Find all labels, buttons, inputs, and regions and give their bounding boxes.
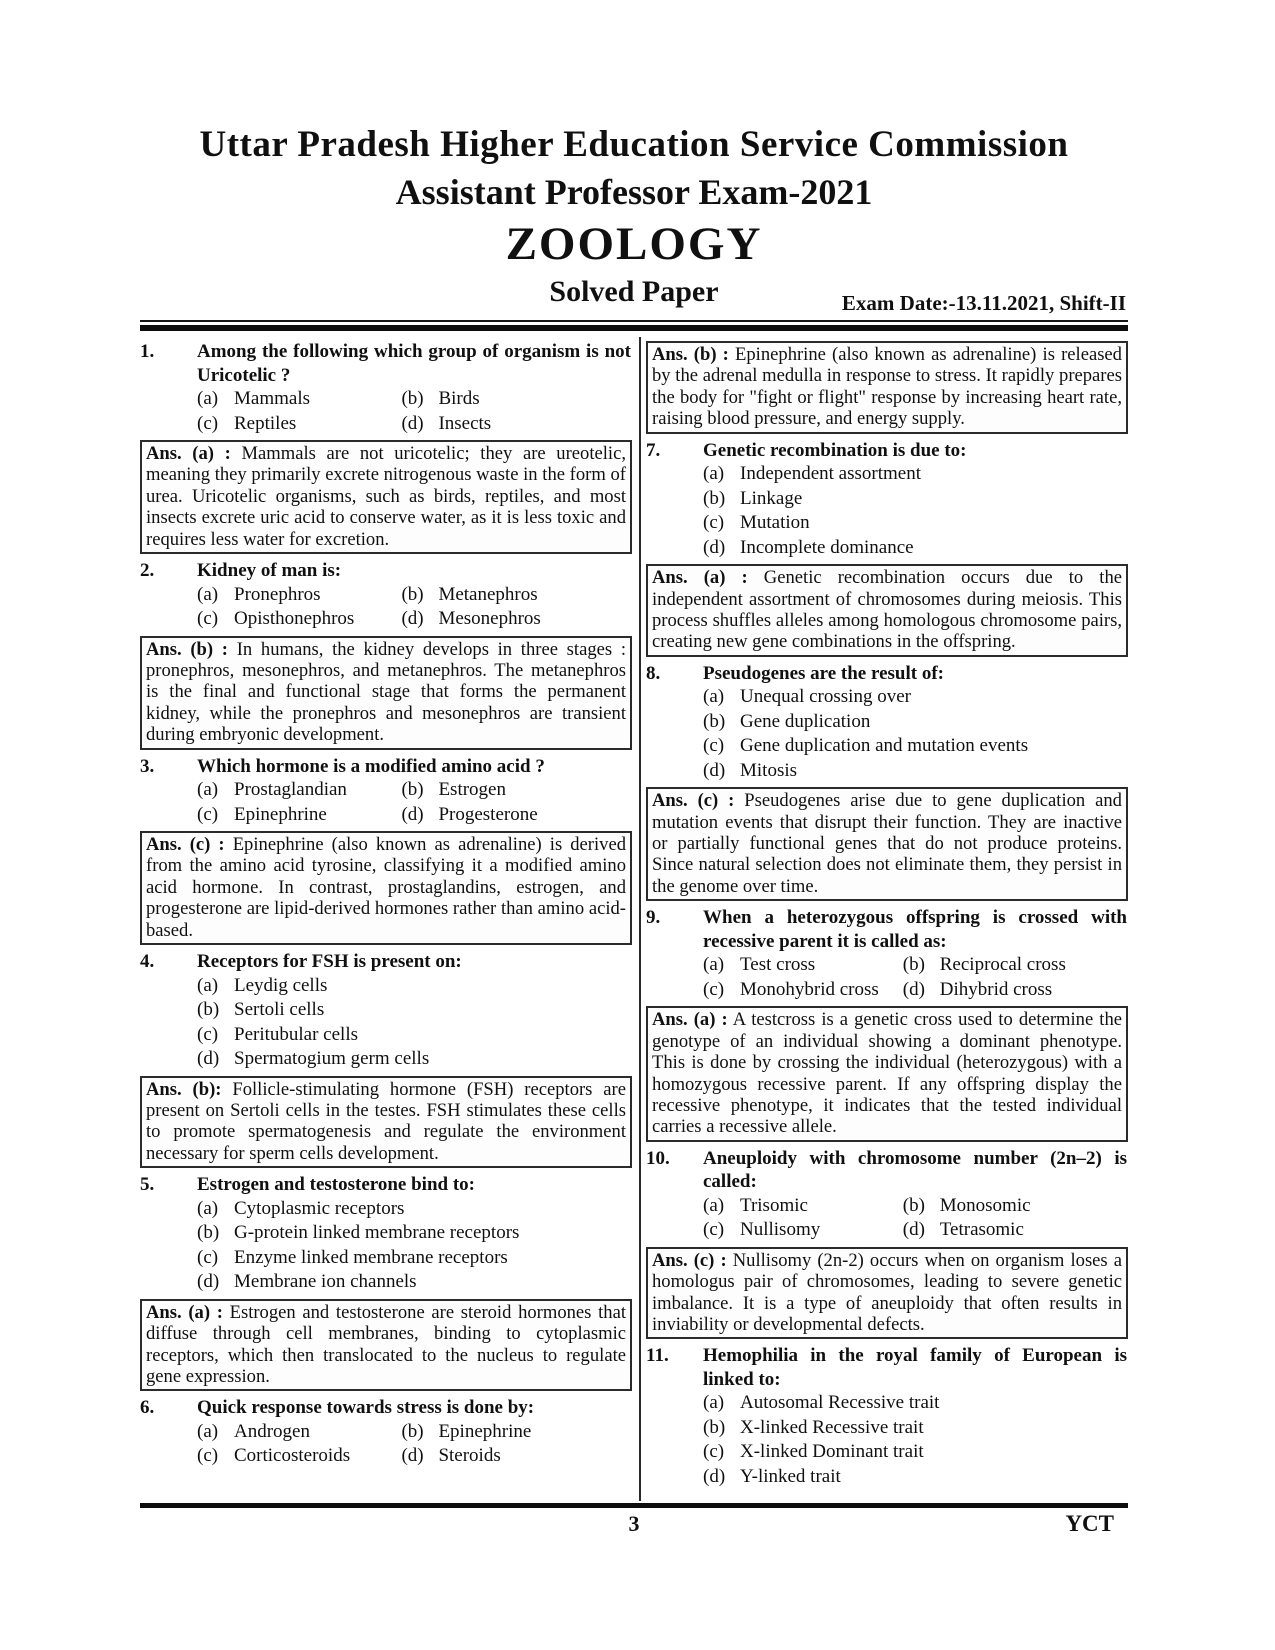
question-heading	[140, 755, 632, 779]
option-text: Pronephros	[234, 583, 321, 605]
option-text: Independent assortment	[740, 463, 921, 485]
answer-box	[646, 787, 1128, 901]
option-letter: (c)	[197, 1445, 219, 1467]
option-letter: (a)	[197, 779, 219, 801]
option-letter: (b)	[401, 779, 424, 801]
answer-box	[646, 564, 1128, 657]
answer-prefix: Ans. (a) :	[652, 567, 748, 589]
option-letter: (a)	[703, 1194, 725, 1216]
option	[703, 1440, 1128, 1465]
question-number: 4.	[140, 951, 155, 973]
options-group	[703, 1391, 1128, 1489]
option	[903, 1194, 1128, 1219]
option	[197, 1444, 401, 1469]
answer-prefix: Ans. (a) :	[146, 443, 231, 464]
option	[703, 953, 903, 978]
option-text: Spermatogium germ cells	[234, 1048, 430, 1070]
option-text: Birds	[438, 388, 480, 409]
option-letter: (a)	[197, 974, 219, 996]
option	[703, 1218, 903, 1243]
option-letter: (d)	[401, 803, 424, 825]
answer-prefix: Ans. (b) :	[146, 638, 228, 660]
option	[703, 1391, 1128, 1416]
option-letter: (b)	[401, 388, 424, 409]
question-heading	[140, 340, 632, 387]
answer-text: Follicle-stimulating hormone (FSH) receptors are present on Sertoli cells in the testes. FSH stimulates these cells to promote spermatogenesis and regulate the environment necessary for sperm cells development.	[146, 1078, 626, 1164]
option	[703, 462, 1128, 487]
option-letter: (c)	[703, 735, 725, 757]
question-heading	[646, 439, 1128, 463]
option-letter: (b)	[197, 999, 220, 1021]
question-text: When a heterozygous offspring is crossed with recessive parent it is called as:	[703, 907, 1127, 952]
option-letter: (b)	[197, 1222, 220, 1244]
option-letter: (a)	[703, 954, 725, 976]
option	[197, 974, 632, 999]
page-number: 3	[628, 1511, 640, 1536]
question-block	[646, 1344, 1128, 1489]
option	[903, 953, 1128, 978]
option-text: Test cross	[740, 954, 816, 976]
question-heading	[140, 1173, 632, 1197]
option-text: Mammals	[234, 388, 310, 409]
option	[197, 1197, 632, 1222]
option	[197, 1047, 632, 1072]
header-rule-thick	[140, 325, 1128, 331]
option-letter: (d)	[401, 1445, 424, 1467]
option	[401, 387, 632, 412]
answer-text: Estrogen and testosterone are steroid hormones that diffuse through cell membranes, binding to cytoplasmic receptors, which then translocated to the nucleus to regulate gene expression.	[146, 1301, 626, 1387]
option-letter: (d)	[703, 536, 726, 558]
question-heading	[646, 1147, 1128, 1194]
options-group	[197, 583, 632, 632]
answer-text: Pseudogenes arise due to gene duplication and mutation events that disrupt their function. They are inactive or partially functional genes that do not produce proteins. Since natural selection does not eliminate them, they persist in the genome over time.	[652, 790, 1122, 897]
question-heading	[140, 1396, 632, 1420]
option-letter: (d)	[902, 978, 925, 1000]
option-text: Prostaglandian	[234, 779, 347, 801]
right-column	[646, 337, 1128, 1501]
question-number: 6.	[140, 1397, 155, 1419]
option-text: Gene duplication and mutation events	[740, 735, 1029, 757]
column-divider	[639, 337, 641, 1501]
option-letter: (b)	[703, 487, 726, 509]
option-letter: (a)	[703, 463, 725, 485]
option-text: Gene duplication	[740, 710, 871, 732]
options-group	[197, 387, 632, 436]
option-letter: (c)	[197, 803, 219, 825]
option	[401, 583, 632, 608]
left-column	[140, 337, 632, 1501]
option-letter: (c)	[197, 1023, 219, 1045]
answer-box	[140, 636, 632, 750]
question-heading	[140, 559, 632, 583]
answer-box	[140, 440, 632, 554]
options-group	[703, 685, 1128, 783]
exam-date-label: Exam Date:-13.11.2021, Shift-II	[841, 291, 1126, 315]
option-letter: (d)	[401, 412, 424, 434]
question-text: Kidney of man is:	[197, 560, 342, 582]
question-text: Among the following which group of organism is not Uricotelic ?	[197, 341, 631, 386]
answer-text: A testcross is a genetic cross used to determine the genotype of an individual showing a dominant phenotype. This is done by crossing the individual (heterozygous) with a homozygous recessive parent. If any offspring display the recessive phenotype, it indicates that the tested individual carries a recessive allele.	[652, 1009, 1123, 1138]
option-text: Incomplete dominance	[740, 536, 914, 558]
option-text: Dihybrid cross	[939, 978, 1053, 1000]
option	[197, 1023, 632, 1048]
option-text: Epinephrine	[438, 1420, 532, 1442]
option	[703, 1194, 903, 1219]
option	[197, 1420, 401, 1445]
answer-box	[140, 1076, 632, 1169]
answer-box	[646, 1006, 1128, 1141]
exam-title: Assistant Professor Exam-2021	[395, 172, 873, 212]
option-letter: (d)	[401, 608, 424, 630]
paper-type-row	[140, 272, 1128, 314]
option-text: Unequal crossing over	[740, 686, 911, 708]
answer-text: In humans, the kidney develops in three stages : pronephros, mesonephros, and metanephros. The metanephros is the final and functional stage that forms the permanent kidney, while the pronephros and mesonephros are transient during embryonic development.	[146, 638, 626, 746]
option	[703, 710, 1128, 735]
question-block	[646, 1147, 1128, 1243]
option-text: Cytoplasmic receptors	[234, 1197, 405, 1219]
option-letter: (a)	[197, 583, 219, 605]
question-text: Quick response towards stress is done by:	[197, 1397, 535, 1419]
answer-prefix: Ans. (b) :	[652, 344, 729, 365]
question-heading	[646, 662, 1128, 686]
answer-box	[140, 831, 632, 945]
option	[197, 607, 401, 632]
option-letter: (b)	[703, 710, 726, 732]
option	[703, 1465, 1128, 1490]
options-group	[197, 1197, 632, 1295]
option	[703, 1416, 1128, 1441]
question-block	[646, 906, 1128, 1002]
option-text: X-linked Recessive trait	[740, 1416, 924, 1438]
option-text: Peritubular cells	[234, 1023, 358, 1045]
option	[703, 511, 1128, 536]
option-text: Tetrasomic	[939, 1219, 1024, 1241]
option-letter: (d)	[197, 1048, 220, 1070]
answer-box	[140, 1299, 632, 1392]
option-text: Sertoli cells	[234, 999, 325, 1021]
question-number: 11.	[646, 1345, 669, 1367]
option-text: Mesonephros	[438, 608, 541, 630]
options-group	[703, 1194, 1128, 1243]
question-text: Which hormone is a modified amino acid ?	[197, 755, 545, 777]
question-number: 1.	[140, 341, 155, 362]
answer-prefix: Ans. (c) :	[652, 1249, 727, 1271]
question-text: Receptors for FSH is present on:	[197, 951, 462, 973]
option-text: Epinephrine	[234, 803, 327, 825]
option-text: Opisthonephros	[234, 608, 355, 630]
question-block	[140, 755, 632, 828]
two-column-body	[140, 337, 1128, 1501]
answer-box	[646, 1247, 1128, 1340]
option-letter: (a)	[197, 1197, 219, 1219]
question-block	[140, 340, 632, 436]
header-rule-thin	[140, 320, 1128, 322]
option	[197, 778, 401, 803]
option-text: Autosomal Recessive trait	[740, 1392, 940, 1414]
option-letter: (d)	[902, 1219, 925, 1241]
question-heading	[646, 906, 1128, 953]
question-heading	[140, 950, 632, 974]
question-text: Pseudogenes are the result of:	[703, 662, 944, 684]
question-number: 10.	[646, 1147, 670, 1169]
question-number: 3.	[140, 755, 155, 777]
answer-text: Genetic recombination occurs due to the independent assortment of chromosomes during meiosis. This process shuffles alleles among homologous chromosome pairs, creating new gene combinations in the offspring.	[652, 567, 1122, 653]
option-text: X-linked Dominant trait	[740, 1441, 924, 1463]
option-letter: (c)	[703, 1219, 725, 1241]
answer-text: Epinephrine (also known as adrenaline) is released by the adrenal medulla in response to stress. It rapidly prepares the body for "fight or flight" response by increasing heart rate, raising blood pressure, and energy supply.	[652, 344, 1122, 430]
option-text: Mutation	[740, 512, 810, 534]
option	[703, 536, 1128, 561]
option	[703, 759, 1128, 784]
question-text: Estrogen and testosterone bind to:	[197, 1174, 475, 1196]
option	[197, 1270, 632, 1295]
option	[903, 1218, 1128, 1243]
option	[903, 978, 1128, 1003]
option-letter: (b)	[401, 1420, 424, 1442]
option-text: Reciprocal cross	[939, 954, 1066, 976]
paper-header	[140, 122, 1128, 331]
question-text: Aneuploidy with chromosome number (2n–2) is called:	[703, 1147, 1127, 1193]
question-number: 8.	[646, 662, 661, 684]
option	[703, 685, 1128, 710]
option-text: Androgen	[234, 1420, 310, 1442]
option-text: Monosomic	[939, 1194, 1031, 1216]
option	[401, 412, 632, 437]
option	[401, 778, 632, 803]
option-text: Membrane ion channels	[234, 1271, 417, 1293]
question-block	[140, 1173, 632, 1295]
option	[197, 387, 401, 412]
question-text: Hemophilia in the royal family of European is linked to:	[703, 1345, 1127, 1390]
option	[703, 734, 1128, 759]
answer-prefix: Ans. (c) :	[652, 790, 735, 812]
option-text: Monohybrid cross	[740, 978, 879, 1000]
option	[197, 1221, 632, 1246]
publisher-mark: YCT	[1065, 1511, 1114, 1536]
option-text: Mitosis	[740, 759, 798, 781]
question-number: 5.	[140, 1174, 155, 1196]
option	[401, 1444, 632, 1469]
question-block	[140, 950, 632, 1072]
option-text: G-protein linked membrane receptors	[234, 1222, 520, 1244]
option-letter: (a)	[197, 1420, 219, 1442]
option-letter: (b)	[902, 954, 925, 976]
option-text: Progesterone	[438, 803, 538, 825]
option-letter: (d)	[703, 759, 726, 781]
option-letter: (b)	[401, 583, 424, 605]
option-text: Estrogen	[438, 779, 506, 801]
question-heading	[646, 1344, 1128, 1391]
option-text: Trisomic	[740, 1194, 808, 1216]
options-group	[197, 1420, 632, 1469]
question-number: 9.	[646, 907, 661, 929]
option-text: Steroids	[438, 1445, 501, 1467]
paper-type-label: Solved Paper	[549, 275, 719, 308]
options-group	[197, 778, 632, 827]
option-letter: (d)	[197, 1271, 220, 1293]
option-letter: (c)	[197, 1246, 219, 1268]
option	[401, 1420, 632, 1445]
option-text: Enzyme linked membrane receptors	[234, 1246, 508, 1268]
question-block	[140, 559, 632, 632]
option	[197, 1246, 632, 1271]
question-block	[646, 662, 1128, 784]
option-text: Corticosteroids	[234, 1445, 351, 1467]
option-text: Reptiles	[234, 412, 297, 434]
answer-prefix: Ans. (b):	[146, 1078, 222, 1100]
option	[703, 487, 1128, 512]
question-text: Genetic recombination is due to:	[703, 439, 967, 461]
option-letter: (c)	[703, 512, 725, 534]
option-text: Nullisomy	[740, 1219, 821, 1241]
answer-text: Nullisomy (2n-2) occurs when on organism loses a homologus pair of chromosomes, leading to severe genetic imbalance. It is a type of aneuploidy that often results in inviability or developmental defects.	[652, 1249, 1122, 1335]
options-group	[197, 974, 632, 1072]
option-letter: (c)	[197, 608, 219, 630]
answer-prefix: Ans. (a) :	[652, 1009, 728, 1031]
option	[197, 803, 401, 828]
option-text: Metanephros	[438, 583, 538, 605]
option-letter: (d)	[703, 1465, 726, 1487]
answer-text: Epinephrine (also known as adrenaline) is derived from the amino acid tyrosine, classifying it a modified amino acid hormone. In contrast, prostaglandins, estrogen, and progesterone are lipid-derived hormones rather than amino acid-based.	[146, 834, 626, 941]
option-letter: (c)	[703, 978, 725, 1000]
option	[197, 412, 401, 437]
option-text: Insects	[438, 412, 492, 434]
options-group	[703, 462, 1128, 560]
exam-paper-page	[140, 122, 1128, 1542]
question-block	[140, 1396, 632, 1469]
option	[703, 978, 903, 1003]
paper-footer	[140, 1508, 1128, 1542]
option-letter: (a)	[703, 686, 725, 708]
option-letter: (b)	[902, 1194, 925, 1216]
question-number: 7.	[646, 439, 661, 461]
answer-box	[646, 341, 1128, 434]
option-text: Linkage	[740, 487, 803, 509]
option-text: Leydig cells	[234, 974, 328, 996]
answer-prefix: Ans. (a) :	[146, 1301, 223, 1323]
option	[197, 998, 632, 1023]
options-group	[703, 953, 1128, 1002]
option-text: Y-linked trait	[740, 1465, 841, 1487]
option-letter: (b)	[703, 1416, 726, 1438]
option-letter: (c)	[703, 1441, 725, 1463]
option-letter: (c)	[197, 412, 219, 434]
answer-prefix: Ans. (c) :	[146, 834, 225, 856]
question-number: 2.	[140, 560, 155, 582]
subject-title: ZOOLOGY	[505, 218, 763, 270]
question-block	[646, 439, 1128, 561]
option-letter: (a)	[703, 1392, 725, 1414]
answer-text: Mammals are not uricotelic; they are ureotelic, meaning they primarily excrete nitrogenous waste in the form of urea. Uricotelic organisms, such as birds, reptiles, and most insects excrete uric acid to conserve water, as it is less toxic and requires less water for excretion.	[146, 443, 626, 550]
option-letter: (a)	[197, 388, 219, 409]
option	[401, 607, 632, 632]
option	[197, 583, 401, 608]
commission-title: Uttar Pradesh Higher Education Service Commission	[199, 124, 1069, 165]
option	[401, 803, 632, 828]
